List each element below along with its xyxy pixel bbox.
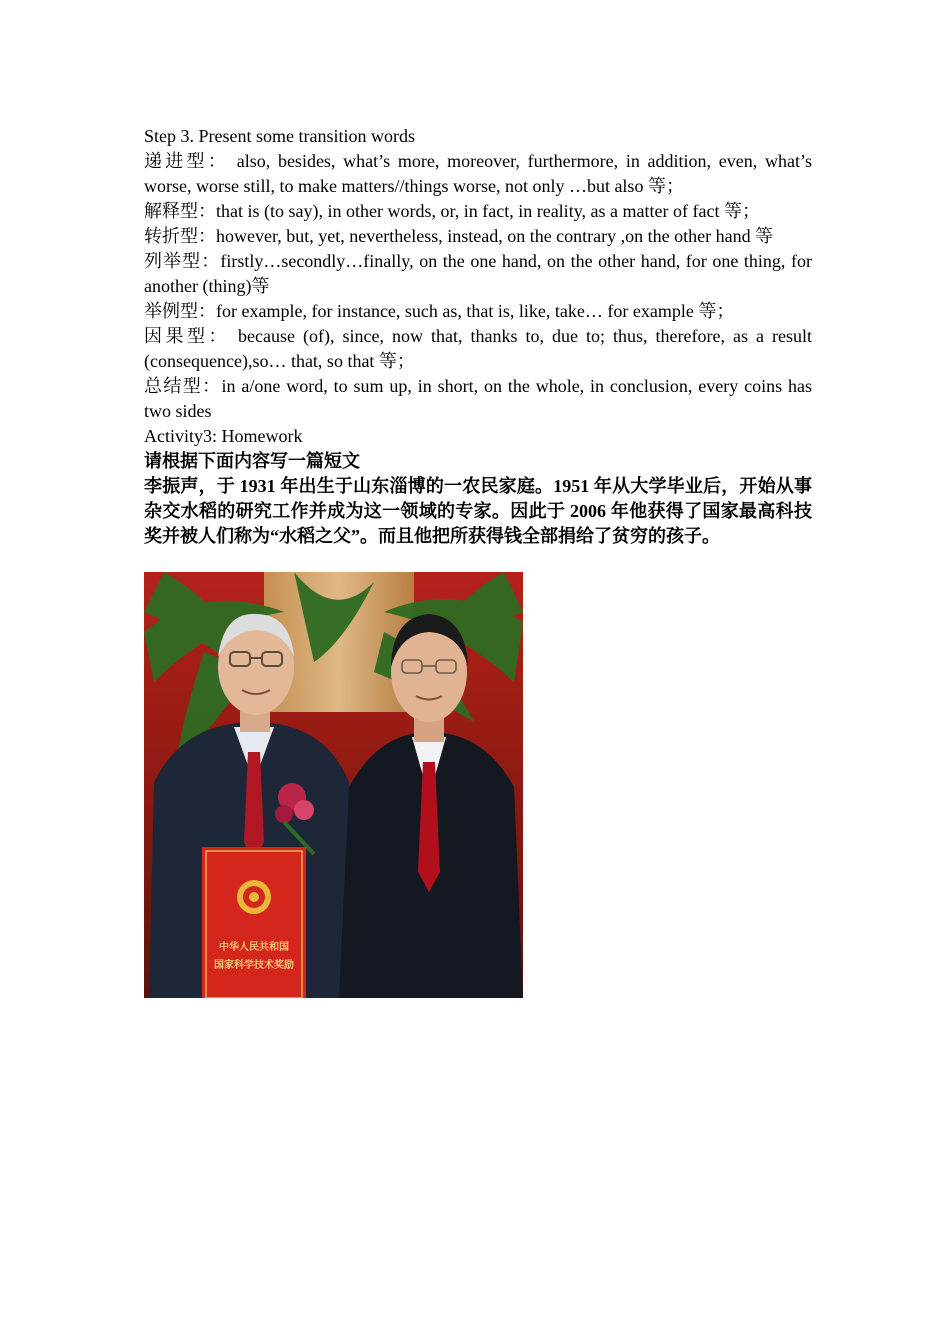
- photo-illustration: [144, 572, 523, 998]
- transition-progressive: [144, 149, 812, 199]
- transition-cause-effect: [144, 324, 812, 374]
- category-text: firstly…secondly…finally, on the one hand, on the other hand, for one thing, for another (thing)等: [144, 251, 812, 296]
- category-text: in a/one word, to sum up, in short, on the whole, in conclusion, every coins has two sides: [144, 376, 812, 421]
- category-label: 解释型：: [144, 201, 216, 221]
- category-label: 举例型：: [144, 301, 216, 321]
- certificate-text-line1: 中华人民共和国: [219, 942, 289, 953]
- category-label: 列举型：: [144, 251, 221, 271]
- category-text: for example, for instance, such as, that is, like, take… for example 等；: [216, 301, 735, 321]
- award-ceremony-photo: [144, 572, 523, 998]
- transition-enumeration: [144, 249, 812, 299]
- category-label: 总结型：: [144, 376, 222, 396]
- transition-summary: [144, 374, 812, 424]
- certificate-text-line2: 国家科学技术奖励: [214, 960, 294, 971]
- category-label: 因果型：: [144, 326, 231, 346]
- task-body: 李振声，于 1931 年出生于山东淄博的一农民家庭。1951 年从大学毕业后，开始从事杂交水稻的研究工作并成为这一领域的专家。因此于 2006 年他获得了国家最高科技奖并被人们称为“水稻之父”。而且他把所获得钱全部捐给了贫穷的孩子。: [144, 476, 812, 546]
- transition-contrast: [144, 224, 812, 249]
- document-body: [144, 124, 812, 549]
- step-heading: Step 3. Present some transition words: [144, 126, 415, 146]
- category-text: also, besides, what’s more, moreover, furthermore, in addition, even, what’s worse, worse still, to make matters//things worse, not only …but also 等；: [144, 151, 813, 196]
- category-text: that is (to say), in other words, or, in fact, in reality, as a matter of fact 等；: [216, 201, 760, 221]
- transition-example: [144, 299, 812, 324]
- transition-explanatory: [144, 199, 812, 224]
- activity-heading: Activity3: Homework: [144, 426, 303, 446]
- category-label: 转折型：: [144, 226, 216, 246]
- task-instruction: 请根据下面内容写一篇短文: [144, 451, 360, 471]
- category-label: 递进型：: [144, 151, 229, 171]
- category-text: because (of), since, now that, thanks to, due to; thus, therefore, as a result (consequence),so… that, so that 等；: [144, 326, 813, 371]
- category-text: however, but, yet, nevertheless, instead, on the contrary ,on the other hand 等: [216, 226, 774, 246]
